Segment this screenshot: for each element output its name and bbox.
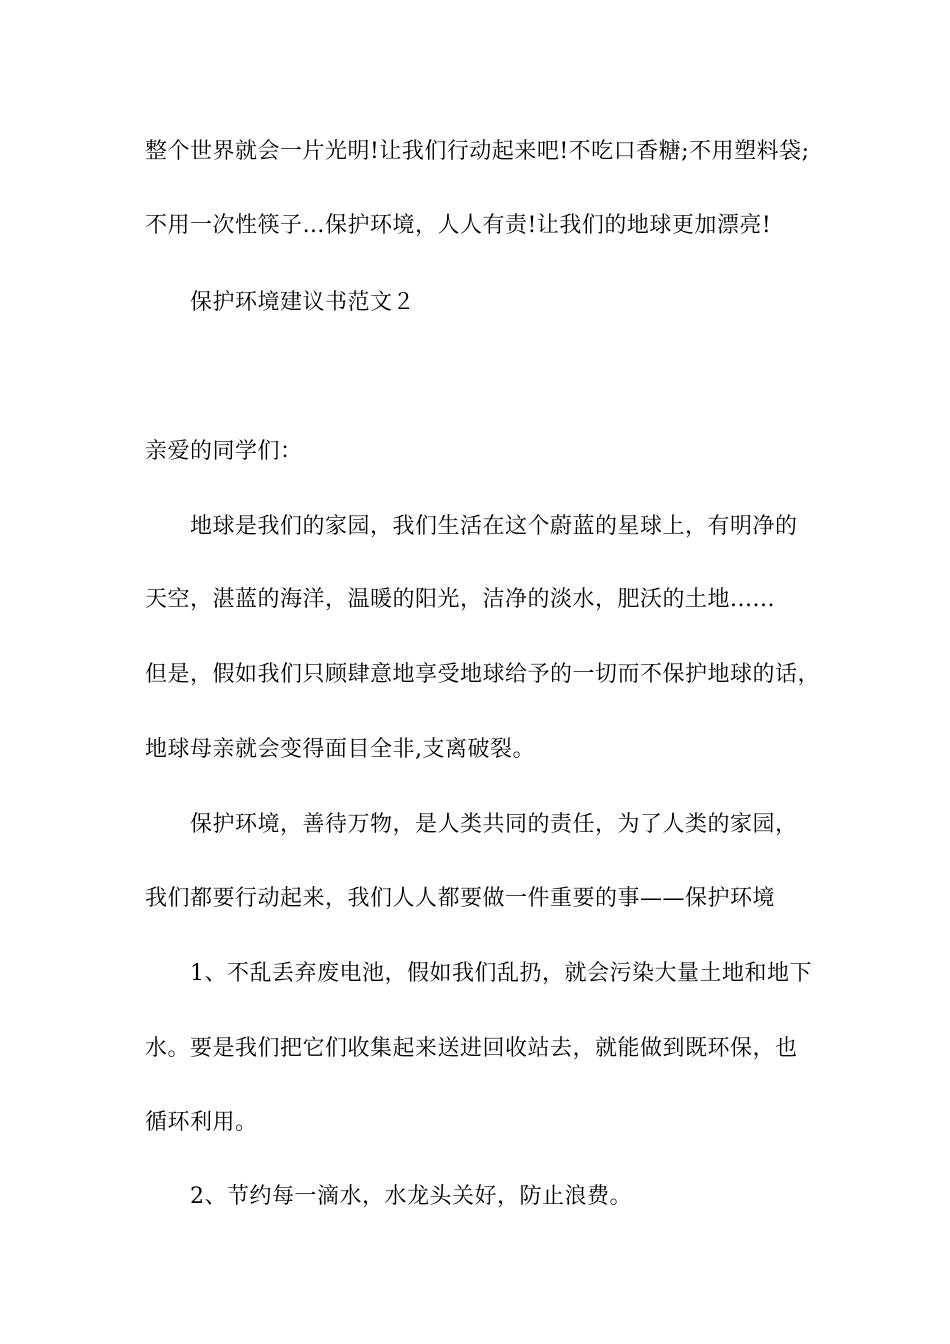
salutation: 亲爱的同学们： [145, 439, 303, 464]
paragraph-line: 整个世界就会一片光明!让我们行动起来吧!不吃口香糖;不用塑料袋; [145, 139, 810, 164]
list-item-line: 水。要是我们把它们收集起来送进回收站去，就能做到既环保，也 [145, 1036, 798, 1061]
paragraph-line: 地球母亲就会变得面目全非,支离破裂。 [145, 737, 535, 762]
paragraph-line: 但是，假如我们只顾肆意地享受地球给予的一切而不保护地球的话， [145, 662, 821, 687]
list-item-line: 循环利用。 [145, 1110, 258, 1135]
list-item-line: 2、节约每一滴水，水龙头关好，防止浪费。 [190, 1184, 632, 1209]
list-item-line: 1、不乱丢弃废电池，假如我们乱扔，就会污染大量土地和地下 [190, 961, 812, 986]
paragraph-line: 不用一次性筷子…保护环境，人人有责!让我们的地球更加漂亮! [145, 213, 772, 238]
section-heading: 保护环境建议书范文２ [190, 290, 416, 315]
paragraph-line: 我们都要行动起来，我们人人都要做一件重要的事——保护环境 [145, 886, 776, 911]
paragraph-line: 保护环境，善待万物，是人类共同的责任，为了人类的家园， [190, 812, 798, 837]
paragraph-line: 地球是我们的家园，我们生活在这个蔚蓝的星球上，有明净的 [190, 514, 798, 539]
paragraph-line: 天空，湛蓝的海洋，温暖的阳光，洁净的淡水，肥沃的土地...... [145, 587, 775, 612]
